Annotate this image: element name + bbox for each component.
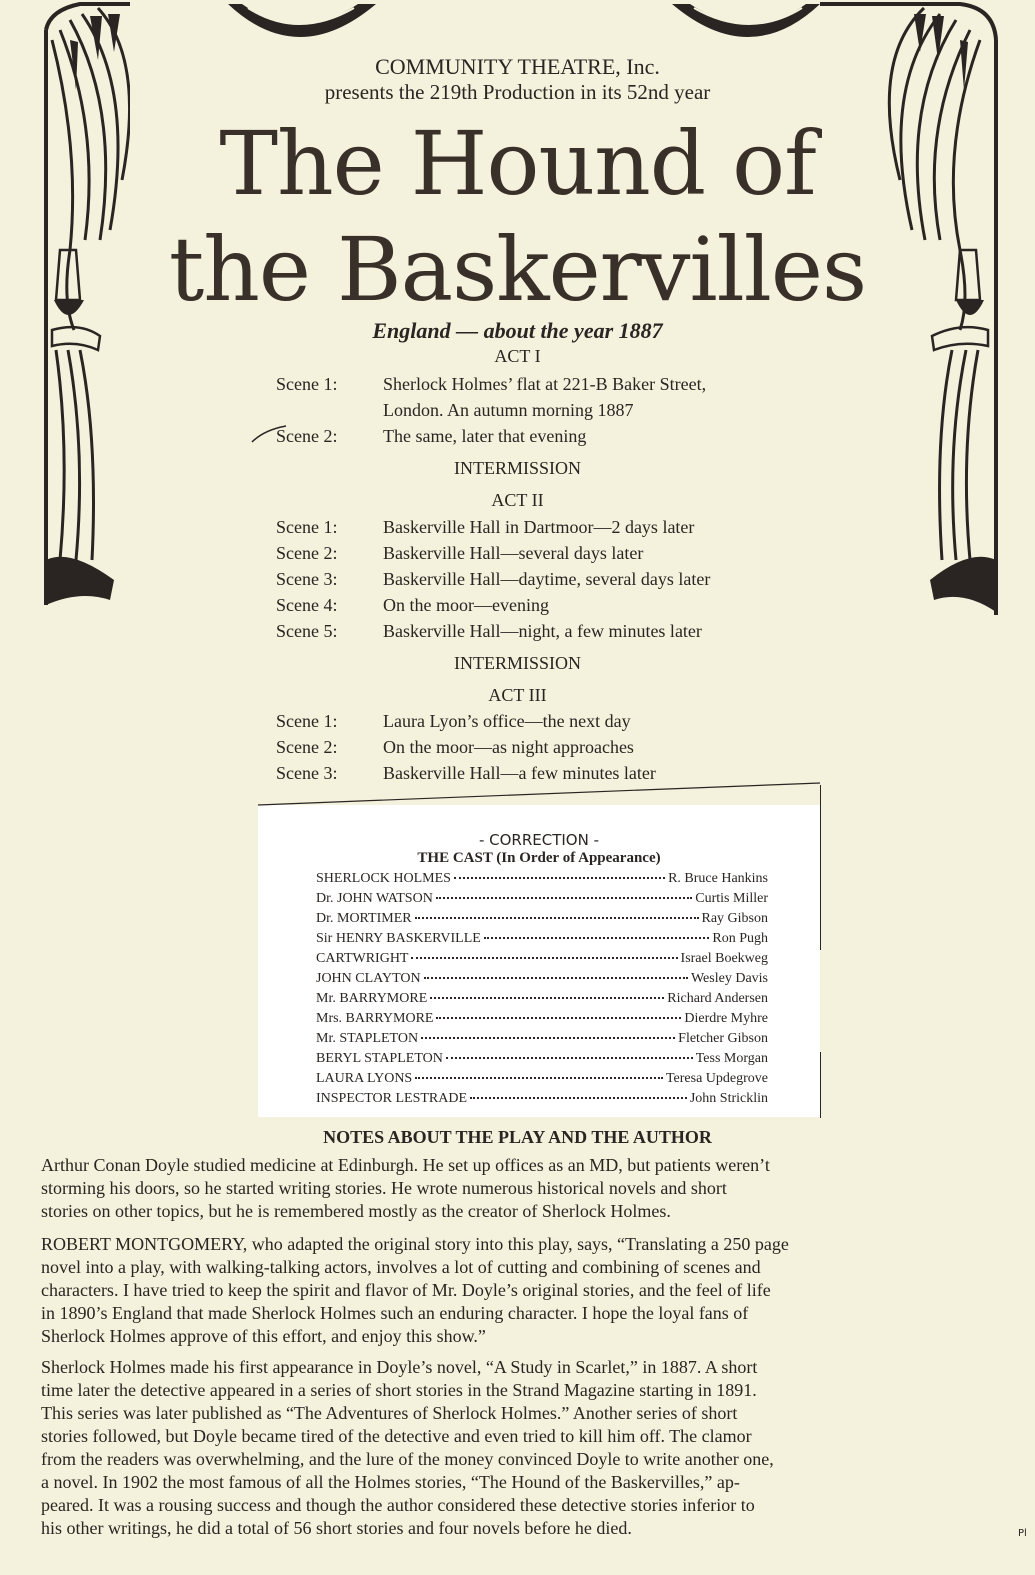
cast-row (316, 931, 768, 951)
text-line: his other writings, he did a total of 56 short stories and four novels before he died. (41, 1518, 632, 1538)
play-title-line-1: The Hound of (219, 112, 816, 215)
left-valance-swag (228, 0, 378, 60)
text-line: a novel. In 1902 the most famous of all the Holmes stories, “The Hound of the Baskervilles,” ap- (41, 1472, 740, 1492)
text-line: in 1890’s England that made Sherlock Holmes such an enduring character. I hope the loyal fans of (41, 1303, 749, 1323)
leader-dots (470, 1097, 687, 1099)
cast-row (316, 1031, 768, 1051)
scene-description: On the moor—evening (383, 595, 549, 615)
cast-row (316, 951, 768, 971)
cast-correction-insert (258, 805, 820, 1117)
scene-label: Scene 3: (276, 569, 338, 589)
producer-name: COMMUNITY THEATRE, Inc. (375, 54, 660, 79)
cast-row (316, 871, 768, 891)
cast-role: Mr. STAPLETON (316, 1031, 419, 1046)
leader-dots (454, 877, 665, 879)
scene-label: Scene 5: (276, 621, 338, 641)
cast-role: LAURA LYONS (316, 1071, 413, 1086)
leader-dots (421, 1037, 675, 1039)
cast-actor: Curtis Miller (695, 891, 768, 906)
leader-dots (436, 897, 692, 899)
scene-label: Scene 1: (276, 711, 338, 731)
act-heading: ACT III (488, 685, 547, 705)
scene-description: The same, later that evening (383, 426, 587, 446)
scene-label: Scene 1: (276, 374, 338, 394)
text-line: Sherlock Holmes made his first appearance in Doyle’s novel, “A Study in Scarlet,” in 1887. A short (41, 1357, 758, 1377)
text-line: stories on other topics, but he is remembered mostly as the creator of Sherlock Holmes. (41, 1201, 671, 1221)
text-line: Arthur Conan Doyle studied medicine at Edinburgh. He set up offices as an MD, but patients weren’t (41, 1155, 770, 1175)
cast-role: BERYL STAPLETON (316, 1051, 443, 1066)
cast-actor: John Stricklin (689, 1091, 768, 1106)
cast-actor: Israel Boekweg (680, 951, 768, 966)
leader-dots (415, 1077, 663, 1079)
leader-dots (424, 977, 688, 979)
scene-description: Sherlock Holmes’ flat at 221-B Baker Street, (383, 374, 707, 394)
pen-mark (250, 424, 290, 444)
cast-heading: THE CAST (In Order of Appearance) (417, 850, 661, 866)
text-line: Sherlock Holmes approve of this effort, and enjoy this show.” (41, 1326, 486, 1346)
scene-row (0, 737, 1035, 763)
cast-actor: Teresa Updegrove (665, 1071, 768, 1086)
intermission-label: INTERMISSION (453, 458, 581, 478)
notes-heading: NOTES ABOUT THE PLAY AND THE AUTHOR (323, 1127, 712, 1147)
insert-edge-line (820, 1052, 821, 1118)
cast-actor: Ron Pugh (712, 931, 768, 946)
leader-dots (446, 1057, 693, 1059)
cast-actor: Tess Morgan (695, 1051, 768, 1066)
cast-role: Sir HENRY BASKERVILLE (316, 931, 481, 946)
cast-row (316, 1011, 768, 1031)
scene-description: Baskerville Hall—a few minutes later (383, 763, 656, 783)
leader-dots (484, 937, 710, 939)
cast-actor: Dierdre Myhre (684, 1011, 768, 1026)
scene-description: Baskerville Hall—daytime, several days later (383, 569, 711, 589)
cast-actor: Ray Gibson (701, 911, 768, 926)
setting-line: England — about the year 1887 (372, 318, 663, 343)
text-line: time later the detective appeared in a series of short stories in the Strand Magazine starting in 1891. (41, 1380, 757, 1400)
cast-actor: Fletcher Gibson (678, 1031, 768, 1046)
right-valance-swag (672, 0, 822, 60)
text-line: This series was later published as “The Adventures of Sherlock Holmes.” Another series of short (41, 1403, 738, 1423)
scene-description: Baskerville Hall—several days later (383, 543, 644, 563)
text-line: peared. It was a rousing success and though the author considered these detective stories inferior to (41, 1495, 755, 1515)
scene-description: On the moor—as night approaches (383, 737, 634, 757)
scene-label: Scene 2: (276, 426, 338, 446)
act-heading: ACT I (494, 346, 541, 366)
scene-description: London. An autumn morning 1887 (383, 400, 634, 420)
insert-edge-line (820, 785, 821, 950)
cast-row (316, 1091, 768, 1111)
cast-actor: Richard Andersen (667, 991, 768, 1006)
leader-dots (415, 917, 699, 919)
scene-row (0, 543, 1035, 569)
scene-label: Scene 2: (276, 737, 338, 757)
cast-row (316, 1051, 768, 1071)
play-title-line-2: the Baskervilles (168, 218, 867, 321)
text-line: storming his doors, so he started writing stories. He wrote numerous historical novels and short (41, 1178, 727, 1198)
cast-role: Mr. BARRYMORE (316, 991, 428, 1006)
cast-row (316, 891, 768, 911)
scene-label: Scene 2: (276, 543, 338, 563)
scene-label: Scene 3: (276, 763, 338, 783)
cast-role: Dr. MORTIMER (316, 911, 412, 926)
scene-description: Laura Lyon’s office—the next day (383, 711, 631, 731)
cast-row (316, 1071, 768, 1091)
text-line: stories followed, but Doyle became tired of the detective and even tried to kill him off. The clamor (41, 1426, 752, 1446)
scene-row (0, 595, 1035, 621)
cast-role: Mrs. BARRYMORE (316, 1011, 434, 1026)
scene-row (0, 517, 1035, 543)
cast-row (316, 991, 768, 1011)
cast-role: Dr. JOHN WATSON (316, 891, 433, 906)
cast-role: JOHN CLAYTON (316, 971, 421, 986)
scene-description: Baskerville Hall—night, a few minutes later (383, 621, 702, 641)
scene-row-continued (0, 400, 1035, 426)
insert-top-edge (258, 779, 823, 809)
production-line: presents the 219th Production in its 52nd year (324, 80, 711, 104)
scene-label: Scene 1: (276, 517, 338, 537)
scene-description: Baskerville Hall in Dartmoor—2 days later (383, 517, 695, 537)
cast-role: SHERLOCK HOLMES (316, 871, 451, 886)
leader-dots (436, 1017, 681, 1019)
scene-label: Scene 4: (276, 595, 338, 615)
text-line: novel into a play, with walking-talking actors, involves a lot of cutting and combining of scenes and (41, 1257, 761, 1277)
scene-row (0, 569, 1035, 595)
text-line: characters. I have tried to keep the spirit and flavor of Mr. Doyle’s original stories, and the feel of life (41, 1280, 771, 1300)
notes-paragraph-1 (41, 1154, 1001, 1223)
cast-role: INSPECTOR LESTRADE (316, 1091, 468, 1106)
intermission-label: INTERMISSION (453, 653, 581, 673)
leader-dots (411, 957, 677, 959)
text-line: from the readers was overwhelming, and the lure of the money convinced Doyle to write another one, (41, 1449, 774, 1469)
scene-row (0, 426, 1035, 452)
text-line: ROBERT MONTGOMERY, who adapted the original story into this play, says, “Translating a 250 page (41, 1234, 789, 1254)
cast-row (316, 911, 768, 931)
scene-row (0, 621, 1035, 647)
notes-paragraph-3 (41, 1356, 1001, 1540)
notes-paragraph-2 (41, 1233, 1001, 1348)
scene-row (0, 711, 1035, 737)
cast-role: CARTWRIGHT (316, 951, 409, 966)
cast-actor: Wesley Davis (690, 971, 768, 986)
leader-dots (430, 997, 664, 999)
correction-label: - CORRECTION - (478, 831, 600, 849)
page-edge-mark: Pl (1018, 1528, 1027, 1539)
cast-row (316, 971, 768, 991)
cast-actor: R. Bruce Hankins (668, 871, 768, 886)
act-heading: ACT II (491, 490, 544, 510)
scene-row (0, 374, 1035, 400)
